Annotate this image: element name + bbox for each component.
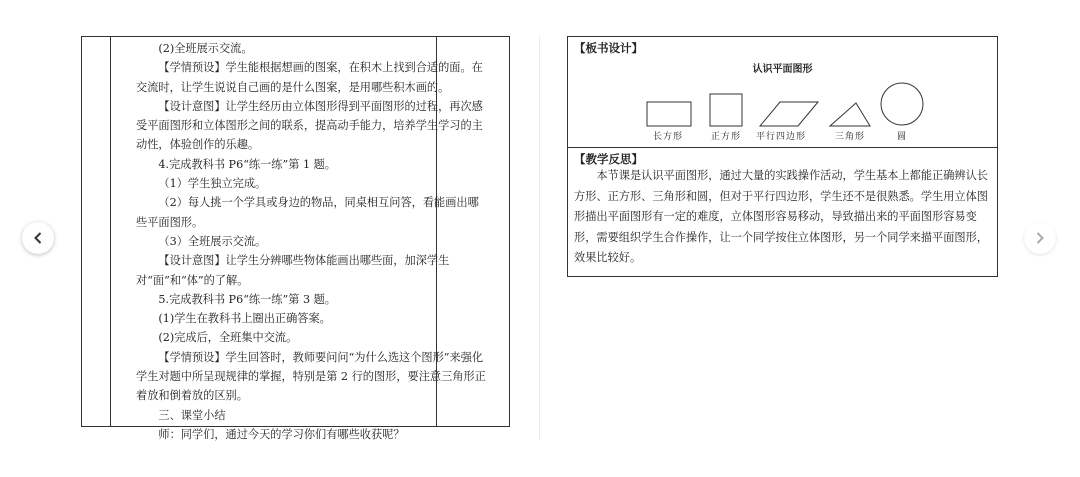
shape-label: 三角形 [835,132,866,142]
text-line: 5.完成教科书 P6“练一练”第 3 题。 [158,292,336,306]
chevron-left-icon [31,231,45,245]
circle-shape [881,83,923,125]
board-title: 认识平面图形 [752,64,813,75]
text-line: 4.完成教科书 P6“练一练”第 1 题。 [158,157,336,171]
chevron-right-icon [1033,231,1047,245]
text-line: 【设计意图】让学生分辨哪些物体能画出哪些面，加深学生对“面”和“体”的了解。 [136,254,450,287]
rectangle-shape [647,102,691,126]
lesson-plan-content [136,39,488,444]
shape-label: 平行四边形 [756,132,807,142]
reflection-text: 本节课是认识平面图形，通过大量的实践操作活动，学生基本上都能正确辨认长方形、正方形、三角形和圆，但对于平行四边形，学生还不是很熟悉。学生用立体图形描出平面图形有一定的难度，立体图形容易移动，导致描出来的平面图形容易变形，需要组织学生合作操作，让一个同学按住立体图形，另一个同学来描平面图形，效果比较好。 [574,169,988,265]
text-line: 【学情预设】学生回答时，教师要问问“为什么选这个图形”来强化学生对题中所呈现规律的掌握，特别是第 2 行的图形，要注意三角形正着放和倒着放的区别。 [136,350,486,403]
text-line: (1)学生在教科书上圈出正确答案。 [158,312,331,326]
square-shape [710,94,742,126]
board-design-section [567,36,998,148]
text-line: （1）学生独立完成。 [158,177,267,191]
shape-label: 圆 [897,132,908,142]
triangle-shape [830,103,870,126]
board-design-heading: 【板书设计】 [574,41,643,55]
text-line: （2）每人挑一个学具或身边的物品，同桌相互问答，看能画出哪些平面图形。 [136,196,479,229]
teaching-reflection-section [567,148,998,277]
parallelogram-shape [760,102,818,126]
next-page-button[interactable] [1024,222,1056,254]
text-line: 【设计意图】让学生经历由立体图形得到平面图形的过程，再次感受平面图形和立体图形之间的联系，提高动手能力，培养学生学习的主动性，体验创作的乐趣。 [136,99,483,152]
text-line: (2)完成后，全班集中交流。 [158,331,298,345]
text-line: 【学情预设】学生能根据想画的图案，在积木上找到合适的面。在交流时，让学生说说自己画的是什么图案，是用哪些积木画的。 [136,61,483,94]
lesson-plan-table [81,36,510,441]
reflection-heading: 【教学反思】 [574,152,643,166]
text-line: (2)全班展示交流。 [158,42,253,55]
text-line: 三、课堂小结 [158,408,226,422]
page-divider [539,36,540,440]
text-line: 师：同学们，通过今天的学习你们有哪些收获呢？ [158,427,405,441]
shape-label: 长方形 [653,132,684,142]
text-line: （3）全班展示交流。 [158,234,267,248]
shape-label: 正方形 [711,132,742,142]
previous-page-button[interactable] [22,222,54,254]
